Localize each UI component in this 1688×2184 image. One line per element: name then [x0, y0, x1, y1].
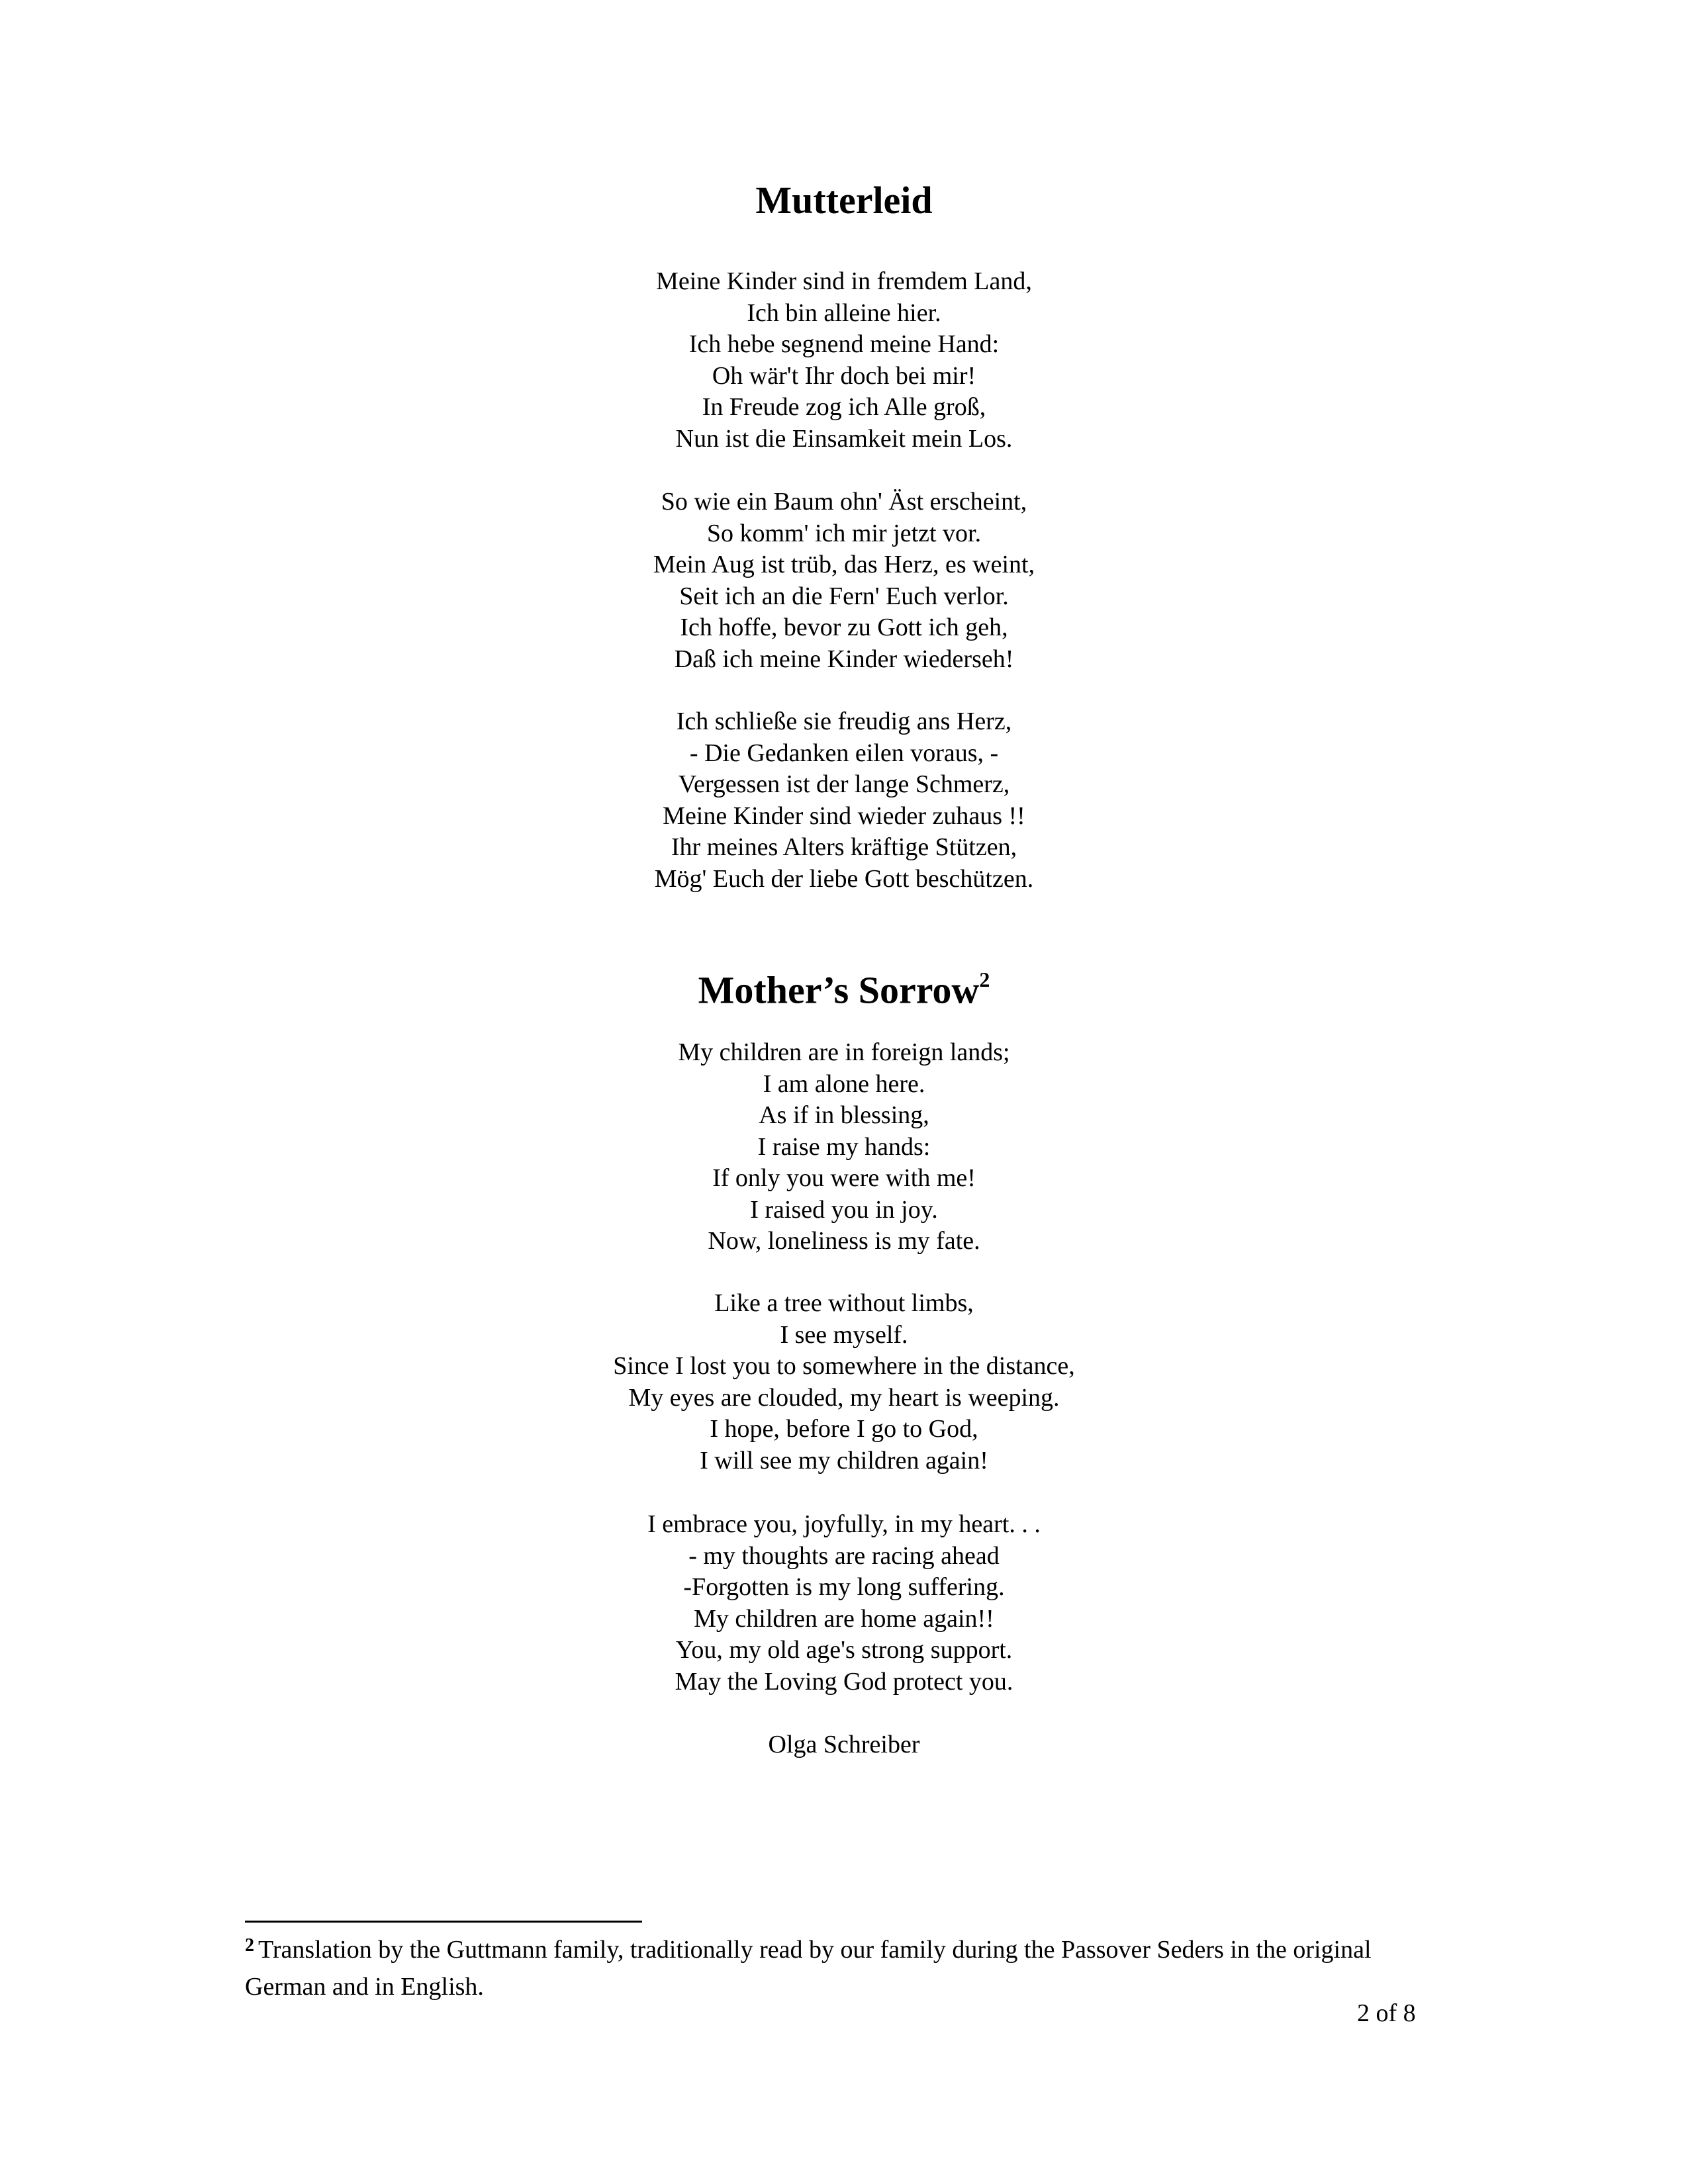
poem-line: I raised you in joy.	[750, 1195, 938, 1224]
poem-line: Like a tree without limbs,	[714, 1289, 974, 1317]
poem-line: May the Loving God protect you.	[675, 1667, 1013, 1696]
poem-line: If only you were with me!	[712, 1164, 976, 1192]
poem-line: Mein Aug ist trüb, das Herz, es weint,	[653, 551, 1035, 578]
poem-line: Daß ich meine Kinder wiederseh!	[674, 645, 1014, 673]
poem-line: Since I lost you to somewhere in the distance,	[613, 1352, 1075, 1380]
german-stanza-2	[0, 486, 1688, 675]
german-stanza-1	[0, 266, 1688, 455]
author-signature: Olga Schreiber	[768, 1731, 920, 1758]
poem-line: Mög' Euch der liebe Gott beschützen.	[654, 864, 1034, 893]
poem-line: My eyes are clouded, my heart is weeping.	[628, 1383, 1060, 1412]
poem-line: I hope, before I go to God,	[710, 1415, 978, 1443]
poem-line: I see myself.	[780, 1320, 908, 1349]
english-poem-title	[0, 959, 1688, 1013]
poem-line: I embrace you, joyfully, in my heart. . .	[647, 1510, 1041, 1538]
poem-line: - my thoughts are racing ahead	[688, 1541, 1000, 1570]
english-poem-title-text: Mother’s Sorrow	[698, 968, 980, 1012]
footnote-reference[interactable]: 2	[979, 968, 990, 991]
footnote-divider	[245, 1921, 642, 1923]
poem-line: You, my old age's strong support.	[675, 1636, 1013, 1664]
poem-line: -Forgotten is my long suffering.	[683, 1573, 1005, 1601]
footnote-text: Translation by the Guttmann family, traditionally read by our family during the Passover Seders in the original German and in English.	[245, 1936, 1372, 2001]
english-stanza-2	[0, 1288, 1688, 1477]
poem-line: I will see my children again!	[700, 1446, 988, 1475]
poem-line: Meine Kinder sind in fremdem Land,	[656, 267, 1032, 295]
poem-line: Meine Kinder sind wieder zuhaus !!	[663, 801, 1025, 830]
footnote	[245, 1933, 1436, 2004]
poem-line: Ich schließe sie freudig ans Herz,	[676, 707, 1012, 735]
poem-line: I raise my hands:	[757, 1132, 931, 1161]
footnote-mark: 2	[245, 1935, 254, 1956]
poem-line: - Die Gedanken eilen voraus, -	[689, 739, 999, 767]
poem-line: So komm' ich mir jetzt vor.	[706, 519, 982, 547]
poem-line: Seit ich an die Fern' Euch verlor.	[679, 582, 1009, 610]
poem-line: My children are home again!!	[694, 1604, 994, 1633]
poem-line: Nun ist die Einsamkeit mein Los.	[675, 424, 1013, 453]
poem-line: Ich bin alleine hier.	[747, 298, 941, 327]
english-stanza-1	[0, 1037, 1688, 1257]
poem-line: Vergessen ist der lange Schmerz,	[678, 770, 1010, 798]
german-stanza-3	[0, 706, 1688, 895]
poem-line: As if in blessing,	[759, 1101, 929, 1129]
poem-line: I am alone here.	[763, 1069, 925, 1098]
poem-line: Now, loneliness is my fate.	[708, 1227, 980, 1255]
poem-line: Ich hebe segnend meine Hand:	[688, 330, 1000, 358]
poem-line: In Freude zog ich Alle groß,	[702, 393, 986, 421]
page-number: 2 of 8	[1357, 1999, 1416, 2027]
poem-line: So wie ein Baum ohn' Äst erscheint,	[661, 488, 1027, 516]
poem-line: My children are in foreign lands;	[678, 1038, 1010, 1066]
english-stanza-3	[0, 1509, 1688, 1698]
poem-line: Ihr meines Alters kräftige Stützen,	[671, 833, 1017, 861]
german-poem-title: Mutterleid	[755, 179, 933, 222]
poem-line: Oh wär't Ihr doch bei mir!	[712, 361, 976, 390]
poem-line: Ich hoffe, bevor zu Gott ich geh,	[680, 614, 1008, 641]
